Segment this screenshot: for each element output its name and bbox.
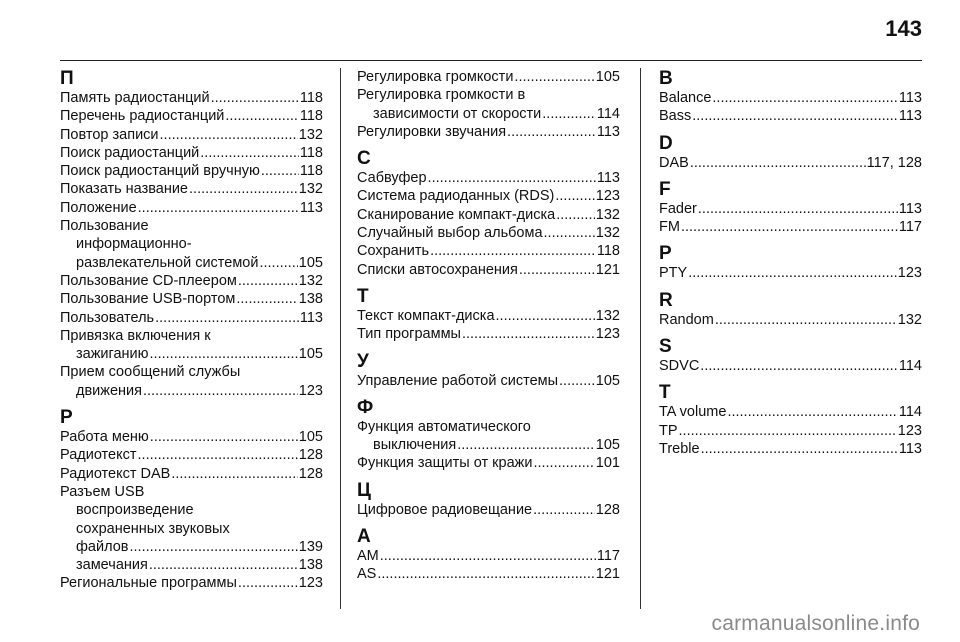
index-entry-page: 113 bbox=[299, 199, 323, 216]
index-entry-page: 121 bbox=[595, 261, 620, 278]
dot-leader bbox=[727, 403, 897, 421]
section-letter: Ц bbox=[357, 479, 371, 501]
index-entry-page: 113 bbox=[898, 108, 922, 125]
index-section bbox=[659, 133, 922, 172]
index-entry bbox=[357, 187, 620, 205]
index-entry-label: SDVC bbox=[659, 358, 700, 375]
dot-leader bbox=[225, 107, 298, 125]
dot-leader bbox=[692, 107, 898, 125]
index-entry-label: Перечень радиостанций bbox=[60, 108, 225, 125]
dot-leader bbox=[150, 428, 298, 446]
index-entry bbox=[357, 436, 620, 454]
index-entry bbox=[60, 345, 323, 363]
index-entry bbox=[357, 169, 620, 187]
index-entry-label: Случайный выбор альбома bbox=[357, 225, 543, 242]
section-letter: P bbox=[659, 243, 672, 265]
dot-leader bbox=[430, 242, 596, 260]
section-letter: F bbox=[659, 178, 671, 200]
index-entry-label: Память радиостанций bbox=[60, 90, 210, 106]
index-entry-page: 105 bbox=[298, 429, 323, 446]
index-column-3 bbox=[659, 68, 922, 458]
index-entry bbox=[357, 372, 620, 390]
index-section bbox=[357, 68, 620, 141]
index-entry-label: AM bbox=[357, 548, 379, 565]
index-entry bbox=[60, 428, 323, 446]
index-entry-page: 114 bbox=[596, 105, 620, 122]
column-divider bbox=[640, 68, 641, 609]
index-entry bbox=[357, 206, 620, 224]
index-entry-heading: Привязка включения к bbox=[60, 327, 211, 344]
index-entry bbox=[60, 199, 323, 217]
index-entry-label: AS bbox=[357, 566, 377, 583]
index-entry-label: DAB bbox=[659, 154, 689, 171]
dot-leader bbox=[428, 169, 596, 187]
dot-leader bbox=[556, 206, 595, 224]
index-entry bbox=[357, 123, 620, 141]
index-entry-heading: Пользование bbox=[60, 218, 149, 235]
index-entry-heading: Прием сообщений службы bbox=[60, 364, 241, 381]
dot-leader bbox=[130, 538, 298, 556]
index-section bbox=[659, 179, 922, 237]
index-entry-label: Пользователь bbox=[60, 309, 155, 326]
index-entry bbox=[357, 501, 620, 519]
section-letter: У bbox=[357, 350, 369, 372]
index-entry bbox=[357, 454, 620, 472]
index-section bbox=[357, 351, 620, 390]
index-entry-page: 138 bbox=[298, 291, 323, 308]
index-entry-page: 105 bbox=[298, 346, 323, 363]
dot-leader bbox=[496, 307, 595, 325]
index-entry-page: 113 bbox=[596, 170, 620, 187]
index-entry-label: TP bbox=[659, 422, 678, 439]
index-entry bbox=[659, 440, 922, 458]
section-letter: С bbox=[357, 148, 371, 170]
dot-leader bbox=[715, 311, 897, 329]
index-entry-page: 118 bbox=[299, 163, 323, 180]
index-entry-label: FM bbox=[659, 219, 680, 236]
index-entry-page: 132 bbox=[298, 272, 323, 289]
index-entry-page: 132 bbox=[595, 206, 620, 223]
dot-leader bbox=[542, 105, 596, 123]
index-entry-page: 132 bbox=[298, 181, 323, 198]
index-entry-label: Радиотекст bbox=[60, 447, 137, 464]
dot-leader bbox=[690, 154, 866, 172]
index-entry-heading: Регулировка громкости в bbox=[357, 87, 526, 104]
index-entry-page: 128 bbox=[298, 465, 323, 482]
dot-leader bbox=[189, 180, 298, 198]
index-section bbox=[60, 407, 323, 593]
index-entry bbox=[60, 574, 323, 592]
index-entry-label: развлекательной системой bbox=[76, 254, 259, 271]
index-entry bbox=[60, 272, 323, 290]
index-column-1 bbox=[60, 68, 323, 593]
index-entry-label: замечания bbox=[76, 557, 148, 574]
dot-leader bbox=[143, 382, 298, 400]
index-entry-page: 105 bbox=[595, 372, 620, 389]
index-entry bbox=[60, 382, 323, 400]
section-letter: B bbox=[659, 68, 673, 89]
index-entry-label: Сканирование компакт-диска bbox=[357, 206, 556, 223]
index-entry-page: 132 bbox=[298, 126, 323, 143]
index-entry bbox=[659, 200, 922, 218]
index-entry-label: Регулировка громкости bbox=[357, 69, 514, 85]
index-entry-page: 105 bbox=[595, 69, 620, 85]
index-section bbox=[659, 243, 922, 282]
dot-leader bbox=[514, 68, 594, 86]
column-divider bbox=[340, 68, 341, 609]
index-entry-label: TA volume bbox=[659, 404, 727, 421]
index-entry bbox=[659, 403, 922, 421]
index-entry-label: Повтор записи bbox=[60, 126, 159, 143]
index-entry-label: зажиганию bbox=[76, 346, 149, 363]
index-entry-page: 113 bbox=[898, 440, 922, 457]
index-entry-label: Региональные программы bbox=[60, 575, 237, 592]
dot-leader bbox=[261, 162, 299, 180]
index-entry bbox=[60, 290, 323, 308]
index-entry bbox=[60, 107, 323, 125]
index-entry-label: движения bbox=[76, 382, 142, 399]
index-section bbox=[357, 397, 620, 473]
index-entry-label: Радиотекст DAB bbox=[60, 465, 171, 482]
index-entry-page: 101 bbox=[595, 455, 620, 472]
header-rule bbox=[60, 60, 922, 61]
index-entry bbox=[357, 224, 620, 242]
index-entry-label: Регулировки звучания bbox=[357, 123, 507, 140]
index-entry bbox=[659, 357, 922, 375]
index-entry-label: Поиск радиостанций вручную bbox=[60, 163, 260, 180]
index-entry bbox=[659, 89, 922, 107]
index-entry-label: Тип программы bbox=[357, 326, 461, 343]
index-entry-label: Управление работой системы bbox=[357, 372, 559, 389]
index-entry-label: Сохранить bbox=[357, 243, 430, 260]
index-entry-page: 123 bbox=[595, 326, 620, 343]
index-entry-label: Пользование CD-плеером bbox=[60, 272, 237, 289]
index-entry-label: Пользование USB-портом bbox=[60, 291, 236, 308]
dot-leader bbox=[149, 556, 298, 574]
index-entry bbox=[659, 154, 922, 172]
index-entry-page: 138 bbox=[298, 557, 323, 574]
index-entry-page: 128 bbox=[298, 447, 323, 464]
dot-leader bbox=[259, 254, 297, 272]
dot-leader bbox=[519, 261, 595, 279]
index-entry bbox=[60, 465, 323, 483]
index-entry bbox=[60, 309, 323, 327]
index-entry bbox=[659, 422, 922, 440]
dot-leader bbox=[544, 224, 595, 242]
index-section bbox=[659, 336, 922, 375]
index-entry-page: 105 bbox=[595, 437, 620, 454]
index-entry bbox=[60, 180, 323, 198]
index-section bbox=[357, 480, 620, 519]
section-letter: П bbox=[60, 68, 74, 89]
index-entry-page: 123 bbox=[298, 575, 323, 592]
index-entry-page: 117 bbox=[596, 548, 620, 565]
section-letter: D bbox=[659, 132, 673, 154]
index-entry-label: Функция защиты от кражи bbox=[357, 455, 533, 472]
index-entry bbox=[357, 261, 620, 279]
index-entry bbox=[60, 144, 323, 162]
index-section bbox=[659, 290, 922, 329]
index-entry-label: Показать название bbox=[60, 181, 189, 198]
index-entry-page: 123 bbox=[897, 422, 922, 439]
index-entry bbox=[60, 556, 323, 574]
section-letter: A bbox=[357, 526, 371, 548]
index-entry-page: 121 bbox=[595, 566, 620, 583]
index-entry bbox=[659, 107, 922, 125]
index-entry bbox=[357, 325, 620, 343]
index-entry-heading: воспроизведение bbox=[76, 502, 194, 519]
index-entry bbox=[357, 105, 620, 123]
dot-leader bbox=[681, 218, 898, 236]
index-entry bbox=[357, 565, 620, 583]
index-entry-page: 132 bbox=[595, 225, 620, 242]
index-entry bbox=[60, 162, 323, 180]
index-entry-page: 117, 128 bbox=[866, 154, 922, 171]
dot-leader bbox=[377, 565, 594, 583]
index-column-2 bbox=[357, 68, 620, 584]
index-entry bbox=[60, 538, 323, 556]
dot-leader bbox=[380, 547, 596, 565]
dot-leader bbox=[712, 89, 897, 107]
index-entry-page: 118 bbox=[299, 90, 323, 106]
index-entry-page: 123 bbox=[298, 382, 323, 399]
index-entry-page: 118 bbox=[299, 144, 323, 161]
index-entry-page: 128 bbox=[595, 501, 620, 518]
dot-leader bbox=[238, 272, 298, 290]
index-entry-label: PTY bbox=[659, 265, 688, 282]
dot-leader bbox=[555, 187, 594, 205]
index-entry-label: Списки автосохранения bbox=[357, 261, 518, 278]
dot-leader bbox=[533, 501, 595, 519]
dot-leader bbox=[679, 422, 897, 440]
index-entry bbox=[659, 218, 922, 236]
index-entry-page: 113 bbox=[299, 309, 323, 326]
dot-leader bbox=[701, 440, 898, 458]
index-entry-label: Работа меню bbox=[60, 429, 149, 446]
index-entry-label: Fader bbox=[659, 200, 697, 217]
index-entry bbox=[60, 89, 323, 107]
index-entry-label: выключения bbox=[373, 437, 457, 454]
dot-leader bbox=[698, 200, 898, 218]
index-entry-page: 114 bbox=[898, 404, 922, 421]
index-entry-heading: информационно- bbox=[76, 236, 192, 253]
index-entry-page: 117 bbox=[898, 219, 922, 236]
index-entry-label: файлов bbox=[76, 538, 129, 555]
section-letter: R bbox=[659, 289, 673, 311]
index-entry bbox=[60, 254, 323, 272]
dot-leader bbox=[462, 325, 595, 343]
dot-leader bbox=[533, 454, 594, 472]
index-entry-label: Текст компакт-диска bbox=[357, 307, 495, 324]
dot-leader bbox=[160, 126, 298, 144]
dot-leader bbox=[559, 372, 595, 390]
index-entry bbox=[357, 68, 620, 86]
index-entry-page: 113 bbox=[596, 123, 620, 140]
page-number: 143 bbox=[885, 16, 922, 41]
index-entry-page: 114 bbox=[898, 358, 922, 375]
index-entry-page: 139 bbox=[298, 538, 323, 555]
index-entry-label: Цифровое радиовещание bbox=[357, 501, 533, 518]
index-entry-page: 118 bbox=[299, 108, 323, 125]
index-entry-page: 113 bbox=[898, 200, 922, 217]
index-section bbox=[357, 286, 620, 344]
index-entry-page: 105 bbox=[298, 254, 323, 271]
index-entry-page: 113 bbox=[898, 90, 922, 106]
index-entry-page: 132 bbox=[897, 311, 922, 328]
dot-leader bbox=[238, 574, 298, 592]
dot-leader bbox=[236, 290, 297, 308]
index-entry bbox=[357, 547, 620, 565]
dot-leader bbox=[700, 357, 898, 375]
section-letter: Ф bbox=[357, 396, 374, 418]
dot-leader bbox=[211, 89, 299, 107]
index-entry-label: Поиск радиостанций bbox=[60, 144, 200, 161]
dot-leader bbox=[138, 199, 299, 217]
index-entry-label: Система радиоданных (RDS) bbox=[357, 188, 555, 205]
dot-leader bbox=[155, 309, 299, 327]
index-entry-label: Treble bbox=[659, 440, 700, 457]
dot-leader bbox=[457, 436, 595, 454]
index-entry bbox=[357, 307, 620, 325]
index-entry bbox=[659, 311, 922, 329]
index-entry bbox=[659, 264, 922, 282]
dot-leader bbox=[200, 144, 299, 162]
index-entry-label: Bass bbox=[659, 108, 692, 125]
dot-leader bbox=[150, 345, 298, 363]
section-letter: S bbox=[659, 336, 672, 358]
index-entry-label: Положение bbox=[60, 199, 137, 216]
section-letter: T bbox=[659, 382, 671, 404]
dot-leader bbox=[688, 264, 897, 282]
index-entry bbox=[60, 126, 323, 144]
index-section bbox=[659, 68, 922, 126]
dot-leader bbox=[507, 123, 596, 141]
index-entry-label: зависимости от скорости bbox=[373, 105, 542, 122]
index-entry-heading: сохраненных звуковых bbox=[76, 520, 230, 537]
index-entry-page: 132 bbox=[595, 307, 620, 324]
section-letter: Т bbox=[357, 285, 369, 307]
dot-leader bbox=[171, 465, 297, 483]
index-entry-page: 123 bbox=[897, 265, 922, 282]
index-entry-label: Random bbox=[659, 311, 714, 328]
index-entry bbox=[357, 242, 620, 260]
index-entry-label: Balance bbox=[659, 90, 712, 106]
index-section bbox=[357, 148, 620, 279]
index-entry-page: 118 bbox=[596, 243, 620, 260]
watermark: carmanualsonline.info bbox=[711, 612, 920, 635]
index-entry-heading: Разъем USB bbox=[60, 483, 145, 500]
index-entry-page: 123 bbox=[595, 188, 620, 205]
dot-leader bbox=[138, 446, 298, 464]
index-section bbox=[357, 526, 620, 584]
index-section bbox=[60, 68, 323, 400]
index-entry bbox=[60, 446, 323, 464]
index-entry-heading: Функция автоматического bbox=[357, 418, 531, 435]
index-section bbox=[659, 382, 922, 458]
section-letter: Р bbox=[60, 407, 73, 429]
index-entry-label: Сабвуфер bbox=[357, 170, 427, 187]
